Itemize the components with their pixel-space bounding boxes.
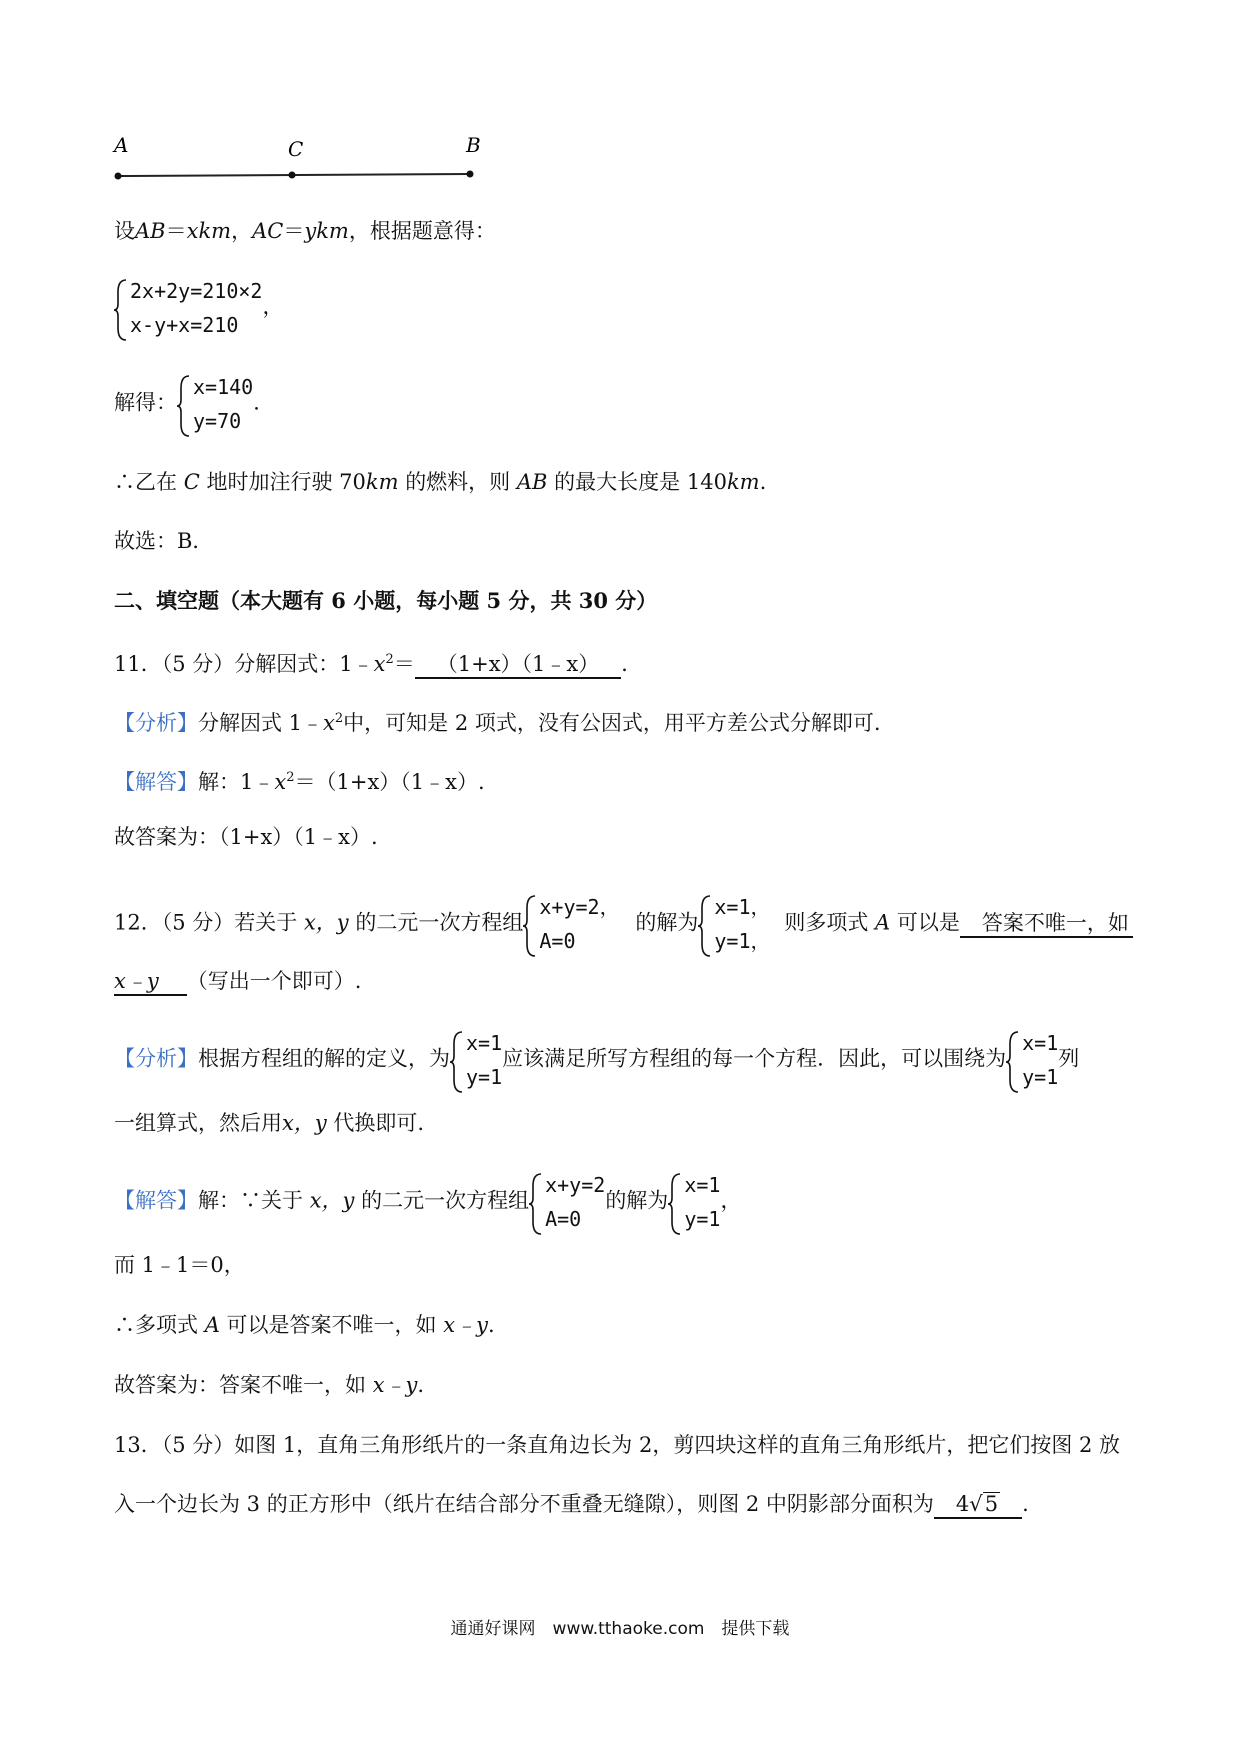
- q11-answer: 故答案为：（1+x）（1﹣x）.: [114, 825, 378, 849]
- brace-icon: [450, 1030, 464, 1090]
- choice-line: 故选：B．: [114, 529, 214, 553]
- brace-icon: [114, 278, 128, 338]
- q11-analysis: 【分析】分解因式 $1﹣x^2$中，可知是 2 项式，没有公因式，用平方差公式分解即可.: [114, 711, 881, 735]
- answer-blank: x﹣y: [114, 968, 187, 996]
- brace-icon: [529, 1172, 543, 1232]
- q12-conclusion: ∴多项式 A 可以是答案不唯一，如 x﹣y.: [114, 1313, 495, 1337]
- setup-line: 设AB＝xkm，AC＝ykm，根据题意得：: [114, 219, 496, 243]
- answer-blank: （1+x）（1﹣x）: [415, 651, 622, 679]
- point-a-label: A: [114, 136, 129, 157]
- page-footer: 通通好课网 www.tthaoke.com 提供下载: [450, 1619, 790, 1639]
- brace-icon: [668, 1172, 682, 1232]
- answer-blank: 答案不唯一，如: [960, 910, 1133, 938]
- brace-icon: [1006, 1030, 1020, 1090]
- section-heading: 二、填空题（本大题有 6 小题，每小题 5 分，共 30 分）: [114, 588, 658, 613]
- segment-figure: [104, 136, 524, 186]
- sqrt-icon: √: [969, 1492, 983, 1516]
- question-11: 11．（5 分）分解因式：$1﹣x^2=$ （1+x）（1﹣x） ．: [114, 645, 642, 679]
- q12-solution: 【解答】解：∵关于 x，y 的二元一次方程组 x+y=2 A=0 的解为 x=1 y=1 ，: [114, 1168, 741, 1236]
- analysis-tag: 【分析】: [114, 711, 198, 735]
- question-12-cont: x﹣y （写出一个即可）.: [114, 966, 361, 996]
- brace-icon: [523, 894, 537, 954]
- q12-analysis: 【分析】根据方程组的解的定义，为 x=1 y=1 应该满足所写方程组的每一个方程．因此，可以围绕为 x=1 y=1 列: [114, 1026, 1079, 1094]
- question-13-line1: 13．（5 分）如图 1，直角三角形纸片的一条直角边长为 2，剪四块这样的直角三角形纸片，把它们按图 2 放: [114, 1433, 1121, 1457]
- conclusion-line: ∴乙在 C 地时加注行驶 70km 的燃料，则 AB 的最大长度是 140km.: [114, 470, 767, 494]
- question-12: 12．（5 分）若关于 x，y 的二元一次方程组 x+y=2， A=0 的解为 x=1， y=1， 则多项式 A 可以是 答案不唯一，如: [114, 890, 1133, 958]
- solution-system: 解得： x=140 y=70 ．: [114, 370, 274, 438]
- point-b-label: B: [466, 136, 481, 157]
- q12-analysis-cont: 一组算式，然后用x，y 代换即可.: [114, 1111, 425, 1135]
- analysis-tag: 【分析】: [114, 1046, 198, 1071]
- point-c-label: C: [288, 137, 304, 161]
- brace-icon: [177, 374, 191, 434]
- solution-tag: 【解答】: [114, 1188, 198, 1213]
- brace-icon: [698, 894, 712, 954]
- q12-answer: 故答案为：答案不唯一，如 x﹣y.: [114, 1373, 425, 1397]
- equation-system-1: 2x+2y=210×2 x-y+x=210 ，: [114, 274, 283, 342]
- question-13-line2: 入一个边长为 3 的正方形中（纸片在结合部分不重叠无缝隙），则图 2 中阴影部分面积为 4√5 .: [114, 1489, 1029, 1519]
- answer-blank: 4√5: [934, 1491, 1022, 1519]
- q11-solution: 【解答】解：$1﹣x^2=(1+x)(1﹣x)$.: [114, 770, 485, 794]
- solution-tag: 【解答】: [114, 770, 198, 794]
- q12-step: 而 1﹣1＝0，: [114, 1253, 245, 1277]
